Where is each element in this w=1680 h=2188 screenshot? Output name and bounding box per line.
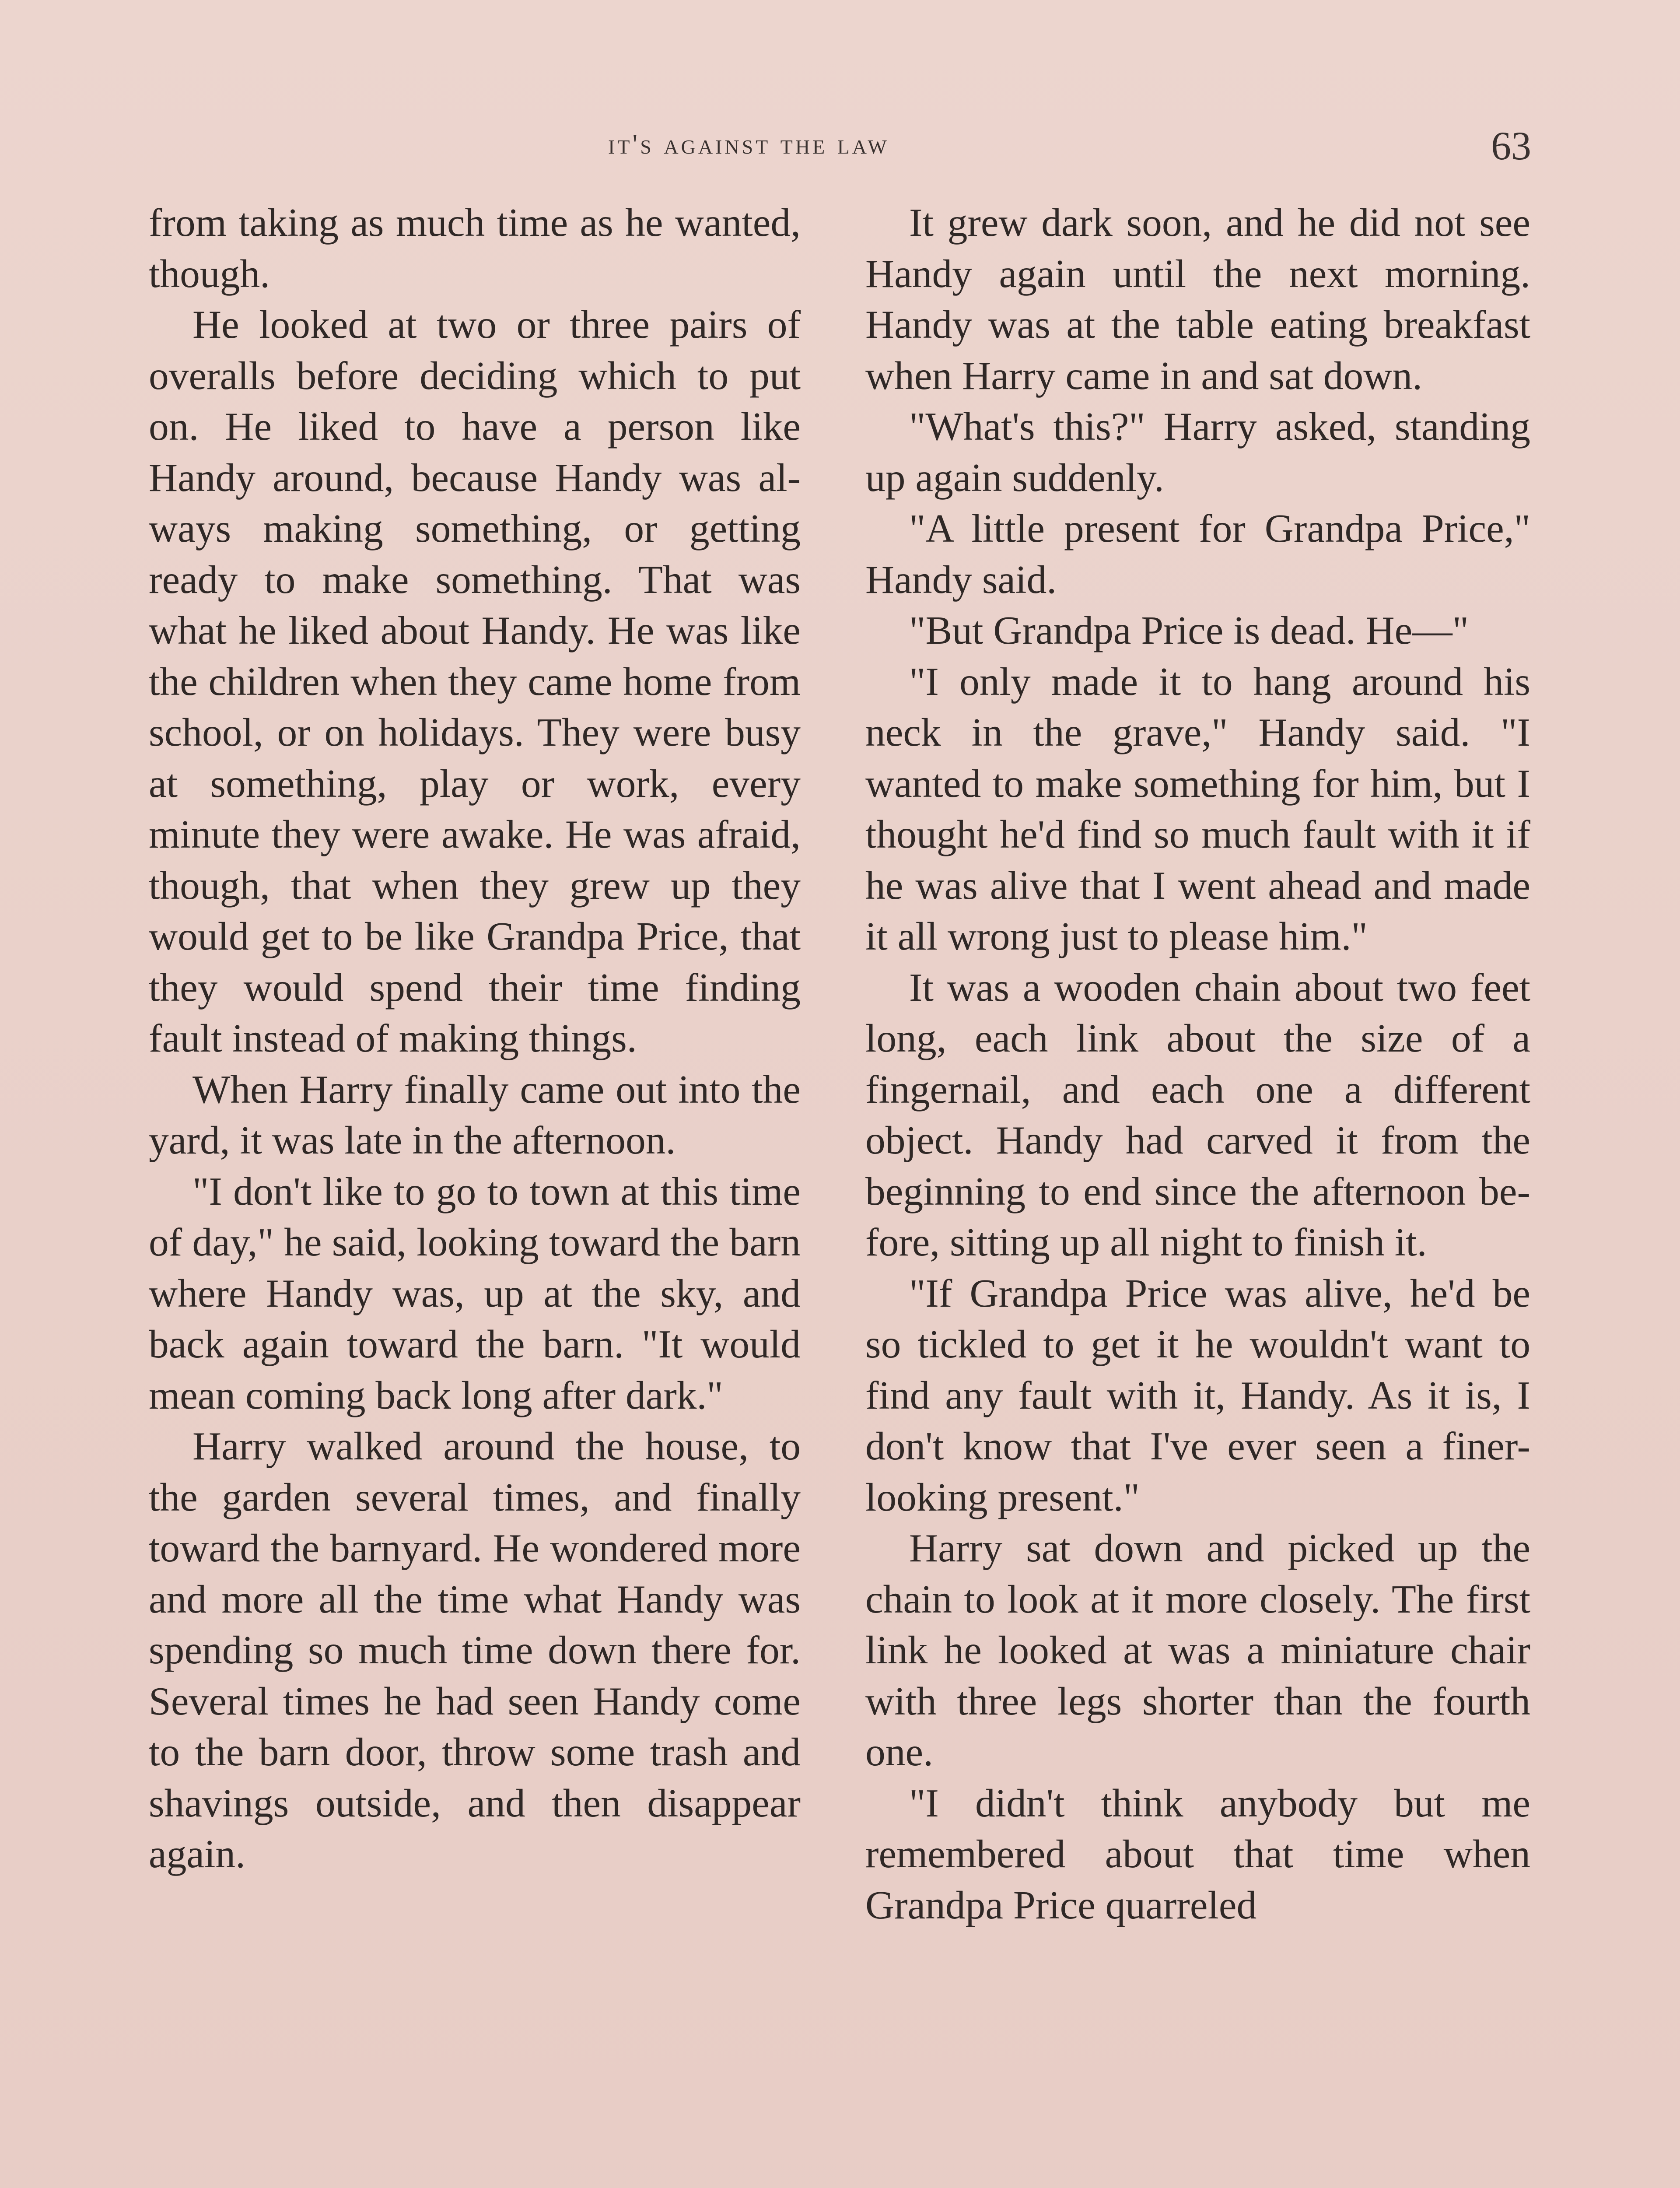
paragraph: Harry walked around the house, to the garden several times, and finally toward the barnyard. He wondered more and more all the time what Handy was spending so much time down there for. Several times he had seen Handy come to the barn door, throw some trash and shavings outside, and then disappear again. <box>149 1424 801 1876</box>
paragraph: He looked at two or three pairs of overalls before deciding which to put on. He liked to have a person like Handy around, because Handy was always making something, or getting ready to make something. That was what he liked about Handy. He was like the children when they came home from school, or on holidays. They were busy at something, play or work, every minute they were awake. He was afraid, though, that when they grew up they would get to be like Grandpa Price, that they would spend their time finding fault instead of making things. <box>149 302 801 1060</box>
running-head: it's against the law <box>608 128 889 160</box>
paragraph: "I didn't think anybody but me remembered about that time when Grandpa Price quarreled <box>865 1780 1530 1927</box>
paragraph: "I don't like to go to town at this time of day," he said, looking toward the barn where Handy was, up at the sky, and back again toward the barn. "It would mean coming back long after dark." <box>149 1168 801 1417</box>
paragraph: "If Grandpa Price was alive, he'd be so tickled to get it he wouldn't want to find any fault with it, Handy. As it is, I don't know that I've ever seen a finer-looking present." <box>865 1270 1530 1519</box>
paragraph: It was a wooden chain about two feet long, each link about the size of a fingernail, and each one a different object. Handy had carved it from the beginning to end since the afternoon before, sitting up all night to finish it. <box>865 964 1530 1264</box>
paragraph: "I only made it to hang around his neck in the grave," Handy said. "I wanted to make something for him, but I thought he'd find so much fault with it if he was alive that I went ahead and made it all wrong just to please him." <box>865 659 1530 958</box>
paragraph: "But Grandpa Price is dead. He—" <box>909 608 1469 652</box>
paragraph: "What's this?" Harry asked, standing up again suddenly. <box>865 404 1530 500</box>
paragraph: It grew dark soon, and he did not see Handy again until the next morning. Handy was at the table eating breakfast when Harry came in and sat down. <box>865 200 1530 398</box>
page-number: 63 <box>1491 123 1531 168</box>
right-column <box>865 197 1530 1930</box>
paragraph: from taking as much time as he wanted, though. <box>149 200 801 296</box>
left-column <box>149 197 801 1879</box>
paragraph: Harry sat down and picked up the chain to look at it more closely. The first link he looked at was a miniature chair with three legs shorter than the fourth one. <box>865 1525 1530 1774</box>
paragraph: When Harry finally came out into the yard, it was late in the afternoon. <box>149 1066 801 1162</box>
paragraph: "A little present for Grandpa Price," Handy said. <box>865 506 1530 602</box>
